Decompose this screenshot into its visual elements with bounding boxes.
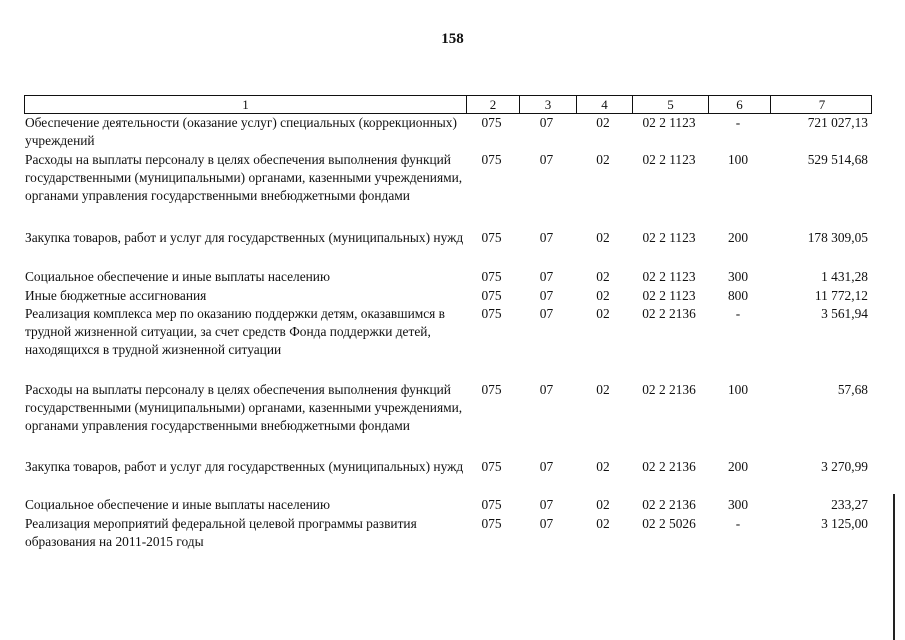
row-col-3: 07: [539, 115, 554, 130]
row-col-5: 02 2 2136: [642, 497, 696, 512]
header-col-5: 5: [632, 96, 708, 113]
header-col-2: 2: [466, 96, 519, 113]
row-col-4: 02: [596, 288, 610, 303]
row-amount: 178 309,05: [807, 230, 868, 245]
header-col-1: 1: [242, 97, 249, 112]
budget-table: [24, 95, 872, 552]
row-col-4: 02: [596, 459, 610, 474]
row-amount: 233,27: [831, 497, 868, 512]
row-col-2: 075: [481, 288, 502, 303]
row-col-3: 07: [539, 152, 554, 167]
row-col-4: 02: [596, 497, 610, 512]
table-row: [24, 515, 872, 552]
table-row: [24, 287, 872, 305]
row-col-2: 075: [481, 306, 502, 321]
row-col-3: 07: [539, 516, 554, 531]
table-row: [24, 268, 872, 287]
row-col-5: 02 2 1123: [642, 230, 696, 245]
row-col-3: 07: [539, 459, 554, 474]
row-col-6: 300: [727, 497, 749, 512]
table-header: [24, 95, 872, 114]
row-col-6: 100: [727, 382, 749, 397]
row-name: Реализация мероприятий федеральной целевой программы развития образования на 2011-2015 годы: [25, 516, 417, 550]
row-col-6: 100: [727, 152, 749, 167]
page-number: 158: [441, 31, 464, 47]
row-col-2: 075: [481, 382, 502, 397]
row-col-4: 02: [596, 516, 610, 531]
table-row: [24, 114, 872, 151]
row-col-2: 075: [481, 152, 502, 167]
row-col-6: 200: [727, 459, 749, 474]
row-amount: 529 514,68: [807, 152, 868, 167]
table-row: [24, 229, 872, 268]
row-col-5: 02 2 2136: [642, 306, 696, 321]
row-col-3: 07: [539, 306, 554, 321]
header-col-7: 7: [770, 96, 873, 113]
row-col-5: 02 2 1123: [642, 152, 696, 167]
table-row: [24, 381, 872, 458]
row-col-2: 075: [481, 115, 502, 130]
row-name: Расходы на выплаты персоналу в целях обеспечения выполнения функций государственными (муниципальными) органами, казенными учреждениями, органами управления государственными внебюджетными фондами: [25, 382, 463, 434]
row-col-6: 800: [727, 288, 749, 303]
row-name: Социальное обеспечение и иные выплаты населению: [25, 269, 330, 284]
table-row: [24, 496, 872, 515]
row-name: Расходы на выплаты персоналу в целях обеспечения выполнения функций государственными (муниципальными) органами, казенными учреждениями, органами управления государственными внебюджетными фондами: [25, 152, 463, 204]
row-col-4: 02: [596, 382, 610, 397]
table-row: [24, 305, 872, 381]
row-col-3: 07: [539, 497, 554, 512]
row-col-6: -: [735, 115, 741, 130]
row-col-4: 02: [596, 152, 610, 167]
row-col-4: 02: [596, 230, 610, 245]
header-col-4: 4: [576, 96, 632, 113]
row-amount: 3 125,00: [821, 516, 868, 531]
row-amount: 11 772,12: [814, 288, 868, 303]
table-body: [24, 114, 872, 552]
row-col-2: 075: [481, 516, 502, 531]
scan-edge-line: [893, 494, 895, 640]
row-col-4: 02: [596, 306, 610, 321]
header-col-6: 6: [708, 96, 770, 113]
row-name: Реализация комплекса мер по оказанию поддержки детям, оказавшимся в трудной жизненной ситуации, за счет средств Фонда поддержки детей, находящихся в трудной жизненной ситуации: [25, 306, 445, 358]
table-row: [24, 151, 872, 229]
row-col-6: 300: [727, 269, 749, 284]
row-col-4: 02: [596, 269, 610, 284]
row-amount: 57,68: [837, 382, 868, 397]
row-col-2: 075: [481, 230, 502, 245]
row-col-6: -: [735, 306, 741, 321]
row-name: Закупка товаров, работ и услуг для государственных (муниципальных) нужд: [25, 230, 464, 245]
row-name: Иные бюджетные ассигнования: [25, 288, 207, 303]
row-amount: 721 027,13: [807, 115, 868, 130]
row-col-2: 075: [481, 497, 502, 512]
row-col-4: 02: [596, 115, 610, 130]
row-col-2: 075: [481, 459, 502, 474]
row-col-3: 07: [539, 382, 554, 397]
row-col-5: 02 2 1123: [642, 115, 696, 130]
header-col-3: 3: [519, 96, 576, 113]
row-amount: 3 561,94: [821, 306, 868, 321]
row-name: Социальное обеспечение и иные выплаты населению: [25, 497, 330, 512]
row-col-5: 02 2 1123: [642, 269, 696, 284]
row-col-5: 02 2 2136: [642, 382, 696, 397]
row-col-6: -: [735, 516, 741, 531]
row-amount: 1 431,28: [821, 269, 868, 284]
row-col-5: 02 2 1123: [642, 288, 696, 303]
row-col-2: 075: [481, 269, 502, 284]
row-col-6: 200: [727, 230, 749, 245]
row-name: Закупка товаров, работ и услуг для государственных (муниципальных) нужд: [25, 459, 464, 474]
row-amount: 3 270,99: [821, 459, 868, 474]
row-col-3: 07: [539, 288, 554, 303]
row-col-3: 07: [539, 230, 554, 245]
row-col-5: 02 2 2136: [642, 459, 696, 474]
table-row: [24, 458, 872, 496]
row-col-3: 07: [539, 269, 554, 284]
row-col-5: 02 2 5026: [642, 516, 696, 531]
row-name: Обеспечение деятельности (оказание услуг) специальных (коррекционных) учреждений: [25, 115, 457, 149]
